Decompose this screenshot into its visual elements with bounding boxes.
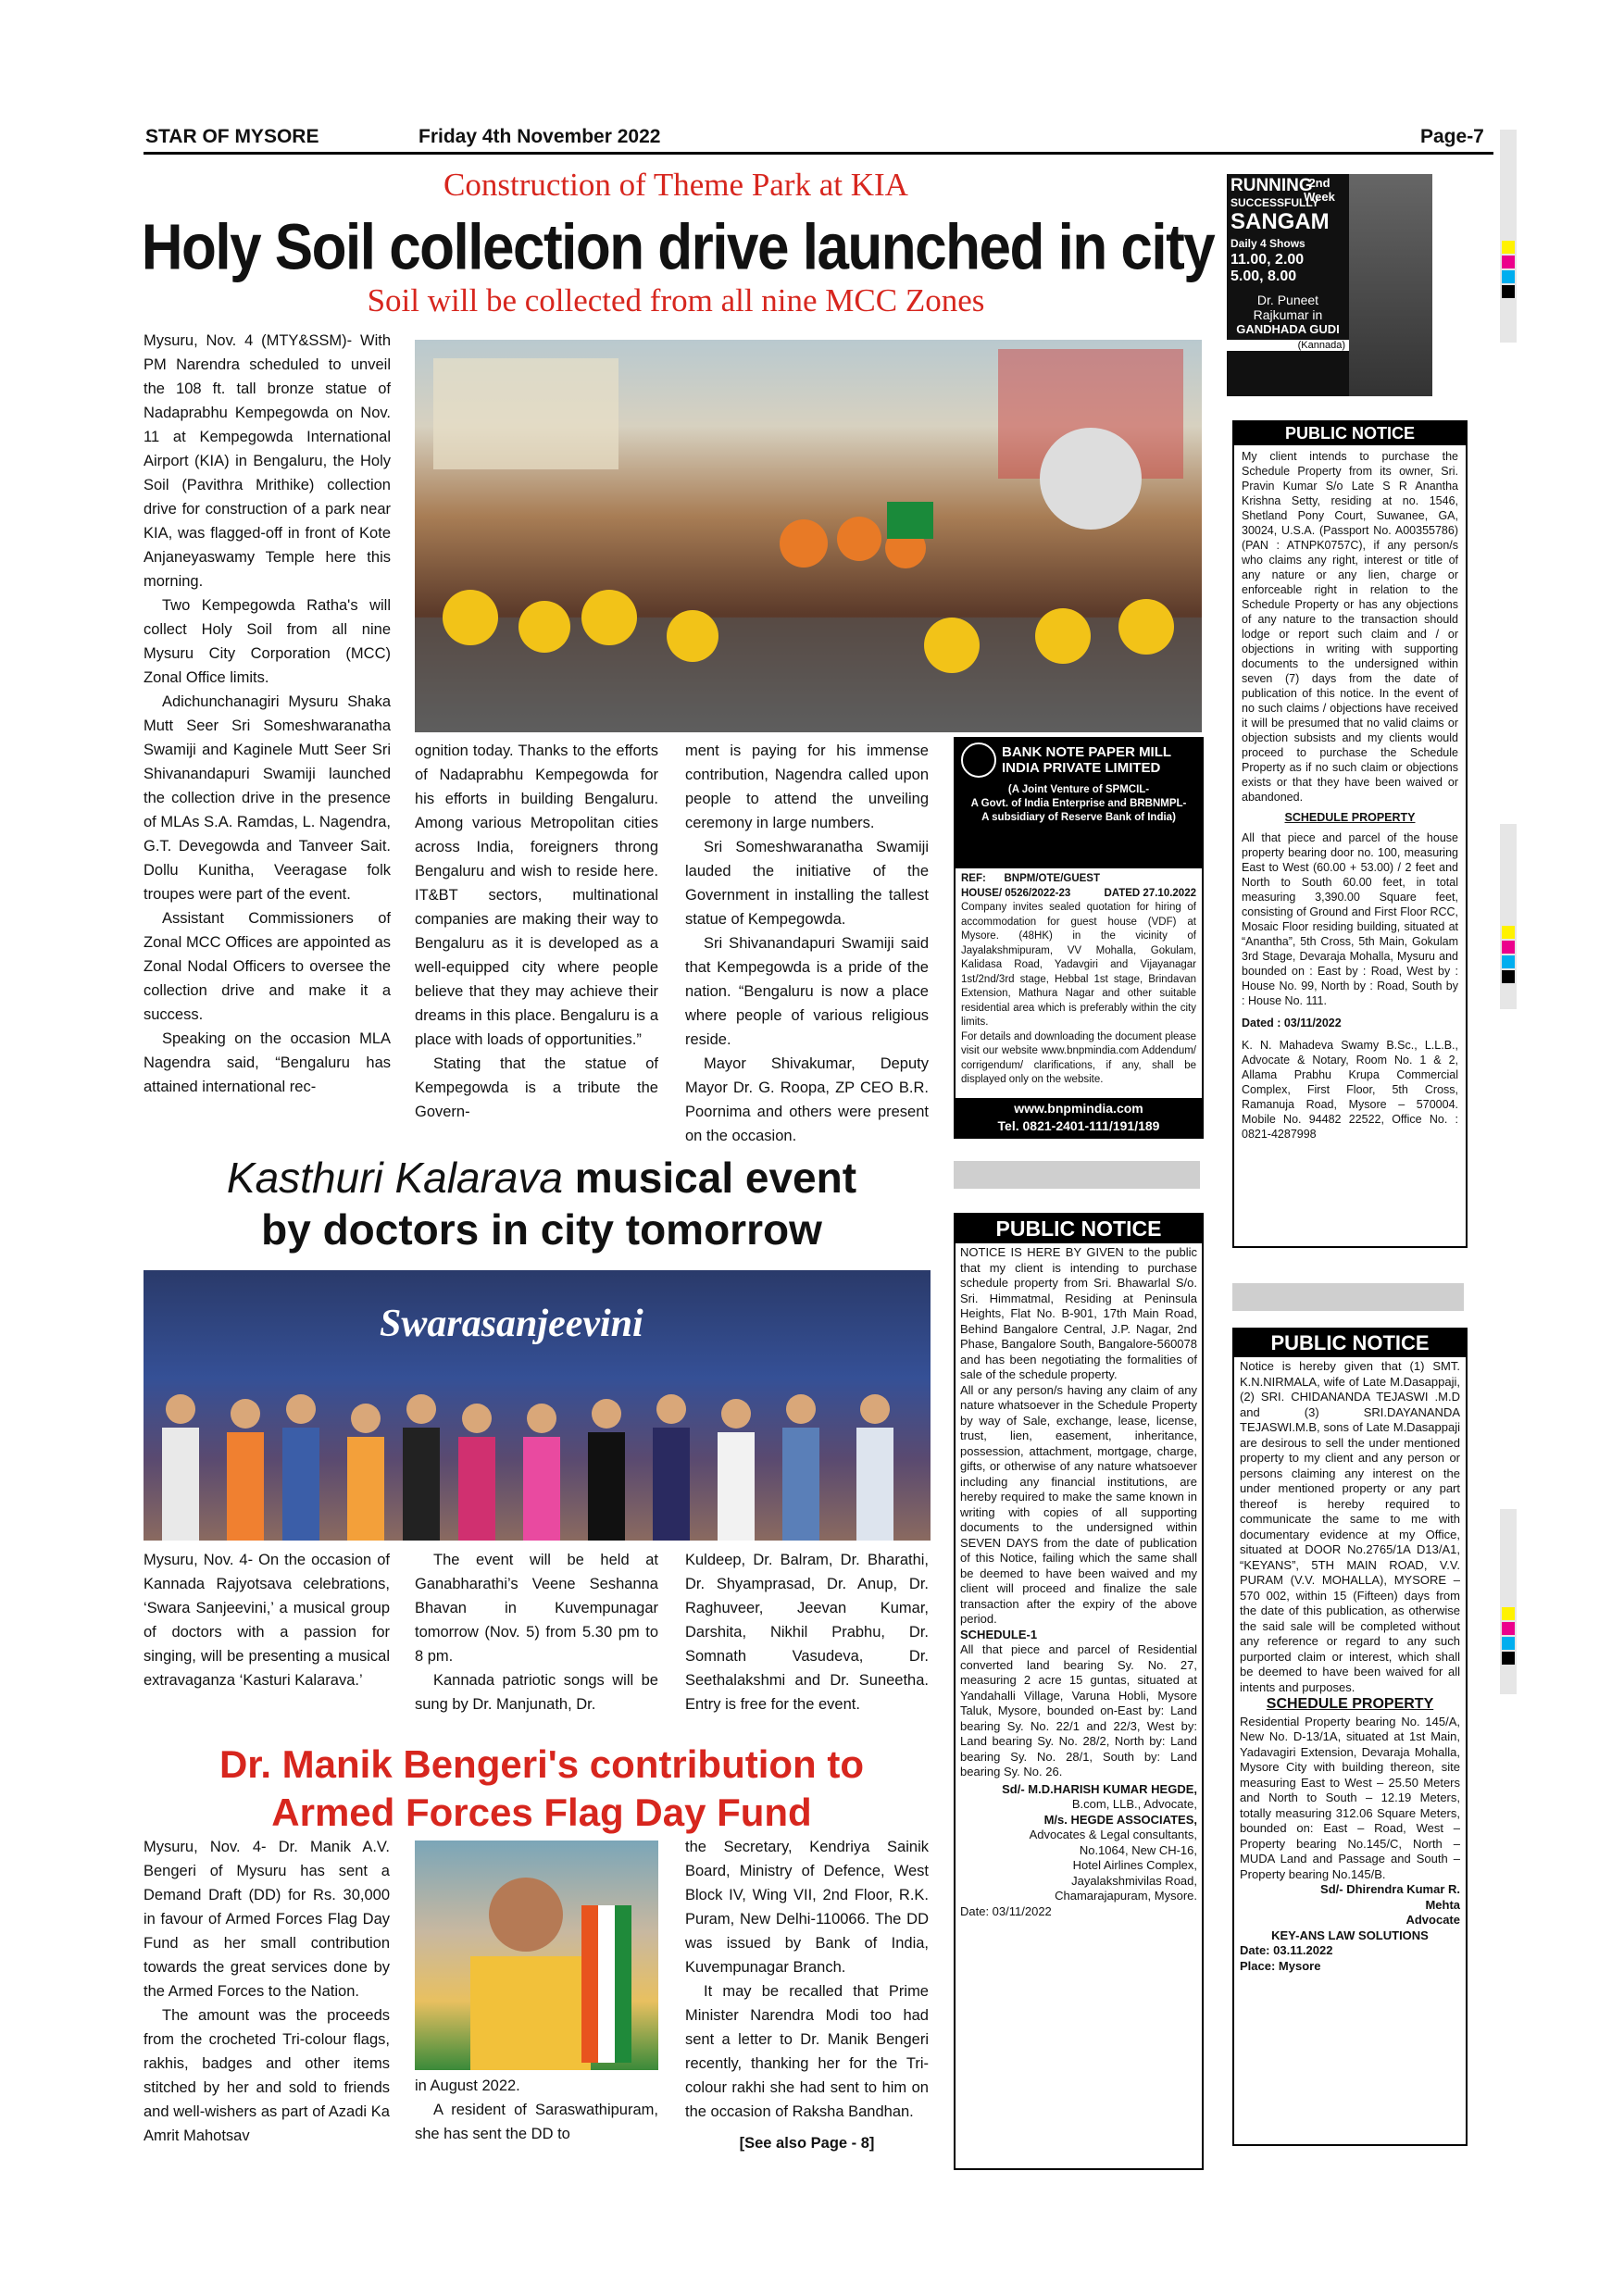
manik-bengeri-photo (415, 1841, 658, 2070)
story2-column-3: Kuldeep, Dr. Balram, Dr. Bharathi, Dr. Shyamprasad, Dr. Anup, Dr. Raghuveer, Jeevan Kumar, Darshita, Nikhil Prabhu, Dr. Somnath Vasudeva, Dr. Seethalakshmi and Dr. Suneetha. Entry is free for the event. (685, 1552, 929, 1713)
film-week-badge: 2nd Week (1304, 176, 1335, 204)
lead-column-1: Mysuru, Nov. 4 (MTY&SSM)- With PM Narendra scheduled to unveil the 108 ft. tall bronze statue of Nadaprabhu Kempegowda on Nov. 11 at Kempegowda International Airport (KIA) in Bengaluru, the Holy Soil (Pavithra Mrithike) collection drive for construction of a park near KIA, was flagged-off in front of Kote Anjaneyaswamy Temple here this morning. Two Kempegowda Ratha's will collect Holy Soil from all nine Mysuru City Corporation (MCC) Zonal Office limits. Adichunchanagiri Mysuru Shaka Mutt Seer Sri Someshwaranatha Swamiji and Kaginele Mutt Seer Sri Shivanandapuri Swamiji launched the collection drive in the presence of MLAs S.A. Ramdas, L. Nagendra, G.T. Devegowda and Tanveer Sait. Dollu Kunitha, Veeragase folk troupes were part of the event. Assistant Commissioners of Zonal MCC Offices are appointed as Zonal Nodal Officers to oversee the collection drive and make it a success. Speaking on the occasion MLA Nagendra said, “Bengaluru has attained international rec- (144, 332, 391, 1095)
public-notice-3: PUBLIC NOTICE Notice is hereby given that (1) SMT. K.N.NIRMALA, wife of Late M.Dasappaji, (2) SRI. CHIDANANDA TEJASWI .M.D and (3) SRI.DAYANANDA TEJASWI.M.B, sons of Late M.Dasappaji are desirous to sell the under mentioned property to my client and any person or persons claiming any interest on the under mentioned property or any part thereof is hereby required to communicate the same to me with documentary evidence at my Office, situated at DOOR No.2765/1A D13/A1, “KEYANS”, 5TH MAIN ROAD, V.V. PURAM (V.V. MOHALLA), MYSORE – 570 002, within 15 (Fifteen) days from the date of this publication, as otherwise the said sale will be completed without any reference or regard to any such purported claim or interest, which shall be deemed to have been waived for all intents and purposes. SCHEDULE PROPERTY Residential Property bearing No. 145/A, New No. D-13/1A, situated at 1st Main, Yadavagiri Extension, Devaraja Mohalla, Mysore City with building thereon, site measuring East to West – 25.50 Meters and North to South – 12.19 Meters, totally measuring 312.06 Square Meters, bounded on: East – Road, West – Property bearing No.145/C, North – MUDA Land and Passage and South – Property bearing No.145/B. Sd/- Dhirendra Kumar R. Mehta Advocate KEY-ANS LAW SOLUTIONS Date: 03.11.2022 Place: Mysore (1232, 1328, 1468, 2146)
lead-column-3: ment is paying for his immense contribution, Nagendra called upon people to attend the unveiling ceremony in large numbers. Sri Someshwaranatha Swamiji lauded the initiative of the Government in installing the tallest statue of Kempegowda. Sri Shivanandapuri Swamiji said that Kempegowda is a pride of the nation. “Bengaluru is now a place where people of various religious reside. Mayor Shivakumar, Deputy Mayor Dr. G. Roopa, ZP CEO B.R. Poornima and others were present on the occasion. (685, 742, 929, 1144)
story3-column-3: the Secretary, Kendriya Sainik Board, Ministry of Defence, West Block IV, Wing VII, 2nd Floor, R.K. Puram, New Delhi-110066. The DD was issued by Bank of India, Kuvempunagar Branch. It may be recalled that Prime Minister Narendra Modi too had sent a letter to Dr. Manik Bengeri recently, thanking her for the Tri-colour rakhi she had sent to him on the occasion of Raksha Bandhan. (685, 1839, 929, 2120)
story2-column-2: The event will be held at Ganabharathi’s Veene Seshanna Bhavan in Kuvempunagar tomorrow (Nov. 5) from 5.30 pm to 8 pm. Kannada patriotic songs will be sung by Dr. Manjunath, Dr. (415, 1552, 658, 1713)
story3-column-1: Mysuru, Nov. 4- Dr. Manik A.V. Bengeri of Mysuru has sent a Demand Draft (DD) for Rs. 30,000 in favour of Armed Forces Flag Day Fund as her small contribution towards the great services done by the Armed Forces to the Nation. The amount was the proceeds from the crocheted Tri-colour flags, rakhis, badges and other items stitched by her and sold to friends and well-wishers as part of Azadi Ka Amrit Mahotsav (144, 1839, 390, 2144)
sangam-film-ad: RUNNING SUCCESSFULLY SANGAM Daily 4 Shows 11.00, 2.00 5.00, 8.00 Dr. Puneet Rajkumar in GANDHADA GUDI (Kannada) (1227, 174, 1349, 396)
story3-headline: Dr. Manik Bengeri's contribution to Armed Forces Flag Day Fund (219, 1742, 865, 1834)
public-notice-2: PUBLIC NOTICE NOTICE IS HERE BY GIVEN to the public that my client is intending to purchase schedule property from Sri. Bhawarlal S/o. Sri. Himmatmal, Residing at Peninsula Heights, Flat No. B-901, 17th Main Road, Behind Bangalore Central, J.P. Nagar, 2nd Phase, Bangalore South, Bangalore-560078 and has been negotiating the formalities of sale of the schedule property. All or any person/s having any claim of any nature whatsoever in the Schedule Property by way of Sale, exchange, lease, license, trust, lien, easement, inheritance, possession, attachment, mortgage, charge, gifts, or otherwise of any nature whatsoever including any financial institutions, are hereby required to make the same known in writing with copies of all supporting documents to the undersigned within SEVEN DAYS from the date of publication of this Notice, failing which the same shall be deemed to have been waived and my client will proceed and finalize the sale transaction after the expiry of the above period. SCHEDULE-1 All that piece and parcel of Residential converted land bearing Sy. No. 27, measuring 2 acre 15 guntas, situated at Yandahalli Village, Varuna Hobli, Mysore Taluk, Mysore, bounded on-East by: Land bearing Sy. No. 22/1 and 22/3, West by: Land bearing Sy. No. 28/2, North by: Land bearing Sy. No. 28/1, South by: Land bearing Sy. No. 26. Sd/- M.D.HARISH KUMAR HEGDE, B.com, LLB., Advocate, M/s. HEGDE ASSOCIATES, Advocates & Legal consultants, No.1064, New CH-16, Hotel Airlines Complex, Jayalakshmivilas Road, Chamarajapuram, Mysore. Date: 03/11/2022 (954, 1213, 1204, 2170)
lead-subhead: Soil will be collected from all nine MCC Zones (367, 282, 985, 318)
lead-headline: Holy Soil collection drive launched in city (141, 212, 1215, 284)
swarasanjeevini-photo (144, 1270, 931, 1541)
bnpm-logo-icon (961, 742, 996, 778)
lead-kicker: Construction of Theme Park at KIA (443, 167, 908, 203)
film-ad-photo (1349, 174, 1432, 396)
public-notice-1: PUBLIC NOTICE My client intends to purchase the Schedule Property from its owner, Sri. Pravin Kumar S/o Late S R Anantha Krishna Setty, residing at no. 1546, Shetland Pony Court, Suwanee, GA, 30024, U.S.A. (Passport No. A00355786) (PAN : ATNPK0757C), if any person/s who claims any right, interest or title of any nature or any lien, charge or enforceable right in relation to the Schedule Property or has any objections of any nature to the transaction should lodge or report such claim and / or objections in writing with supporting documents to the undersigned within seven (7) days from the date of publication of this notice. In the event of no such claims / objections have received it will be presumed that no valid claims or objection subsists and my clients would proceed to purchase the Schedule Property as if no such claim or objections exists or that they have been waived or abandoned. SCHEDULE PROPERTY All that piece and parcel of the house property bearing door no. 100, measuring East to West (60.00 + 53.00) / 2 feet and North to South 60.00 feet, in total measuring 3,390.00 Square feet, consisting of Ground and First Floor RCC, Mosaic Floor residing building, situated at “Anantha”, 5th Cross, 5th Main, Gokulam 3rd Stage, Devaraja Mohalla, Mysuru and bounded on : East by : Road, West by : House No. 99, North by : Road, South by : House No. 111. Dated : 03/11/2022 K. N. Mahadeva Swamy B.Sc., L.L.B., Advocate & Notary, Room No. 1 & 2, Allama Prabhu Krupa Commercial Complex, First Floor, 5th Cross, Ramanuja Road, Mysore – 570004. Mobile No. 94482 22522, Office No. : 0821-4287998 (1232, 420, 1468, 1248)
gray-bar-1 (954, 1161, 1200, 1189)
stage-banner-text: Swarasanjeevini (380, 1303, 643, 1345)
masthead: STAR OF MYSORE (145, 126, 319, 147)
holy-soil-photo (415, 340, 1202, 732)
gray-bar-2 (1232, 1283, 1464, 1311)
crowd-illustration (415, 340, 1202, 732)
story3-column-2: in August 2022. A resident of Saraswathipuram, she has sent the DD to (415, 2078, 658, 2142)
story2-column-1: Mysuru, Nov. 4- On the occasion of Kannada Rajyotsava celebrations, ‘Swara Sanjeevini,’ a musical group of doctors with a passion for singing, will be presenting a musical extravaganza ‘Kasturi Kalarava.’ (144, 1552, 390, 1689)
see-also-link[interactable]: [See also Page - 8] (739, 2135, 875, 2152)
group-illustration (144, 1270, 931, 1541)
print-marks (1500, 130, 1518, 2166)
lead-column-2: ognition today. Thanks to the efforts of Nadaprabhu Kempegowda for his efforts in building Bengaluru. Among various Metropolitan cities across India, foreigners throng Bengaluru and wish to reside here. IT&BT sectors, multinational companies are making their way to Bengaluru as it is developed as a well-equipped city where people believe that they may achieve their dreams in this place. Bengaluru is a place with loads of opportunities.” Stating that the statue of Kempegowda is a tribute the Govern- (415, 742, 658, 1120)
story2-headline: Kasthuri Kalarava musical event by doctors in city tomorrow (226, 1154, 857, 1254)
page-number: Page-7 (1420, 126, 1484, 147)
portrait-illustration (415, 1841, 658, 2070)
issue-date: Friday 4th November 2022 (418, 126, 661, 147)
header-rule (144, 152, 1493, 155)
bank-note-ad: BANK NOTE PAPER MILL INDIA PRIVATE LIMITED (A Joint Venture of SPMCIL- A Govt. of India Enterprise and BRBNMPL- A subsidiary of Reserve Bank of India) REF: BNPM/OTE/GUEST HOUSE/ 0526/2022-23 DATED 27.10.2022 Company invites sealed quotation for hiring of accommodation for guest house (VDF) at Mysore. (48HK) in the vicinity of Jayalakshmipuram, VV Mohalla, Gokulam, Kalidasa Road, Yadavgiri and Vijayanagar 1st/2nd/3rd stage, Hebbal 1st stage, Brindavan Extension, Mathura Nagar and other suitable residential area which is preferably within the city limits. For details and downloading the document please visit our website www.bnpmindia.com Addendum/ corrigendum/ clarifications, if any, shall be displayed only on the website. www.bnpmindia.com Tel. 0821-2401-111/191/189 (954, 737, 1204, 1139)
